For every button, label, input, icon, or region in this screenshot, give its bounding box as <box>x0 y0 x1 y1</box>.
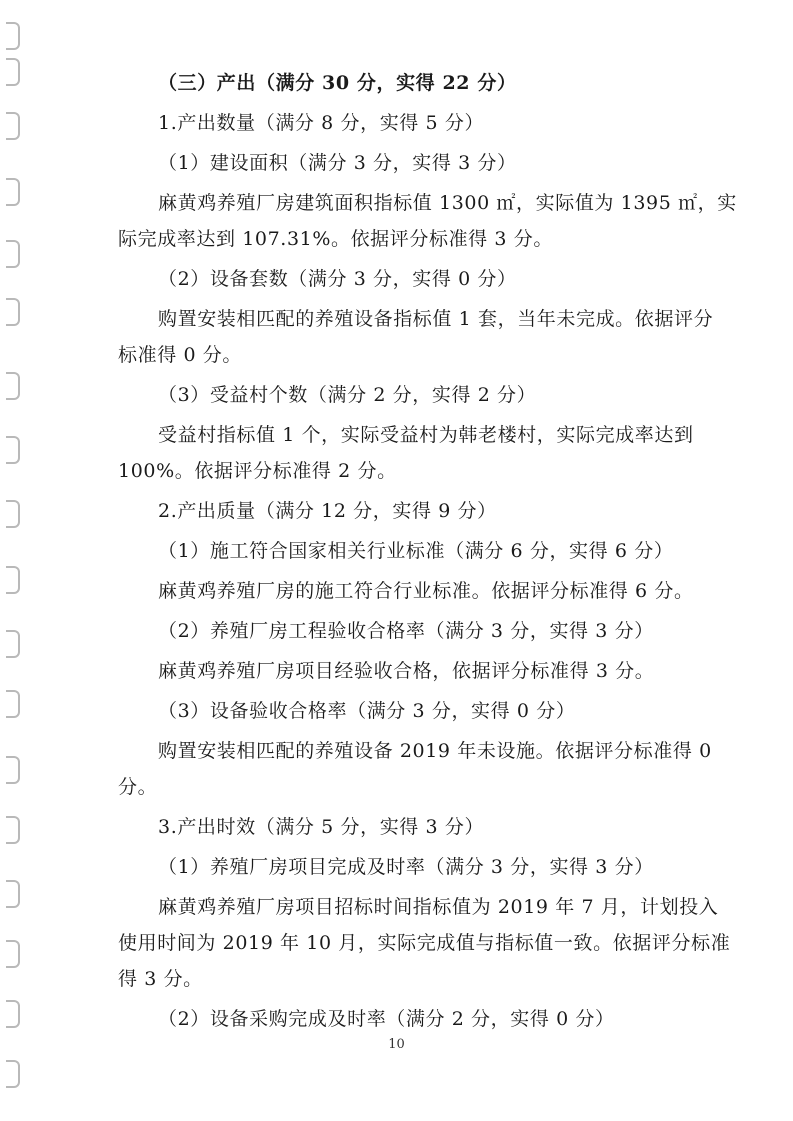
text-line: 受益村指标值 1 个，实际受益村为韩老楼村，实际完成率达到 <box>158 424 694 446</box>
document-body <box>118 66 737 1036</box>
binding-mark <box>6 690 20 718</box>
binding-mark <box>6 500 20 528</box>
binding-mark <box>6 240 20 268</box>
text-line: 际完成率达到 107.31%。依据评分标准得 3 分。 <box>118 228 553 250</box>
binding-mark <box>6 58 20 86</box>
text-line: 得 3 分。 <box>118 968 203 990</box>
text-line: （1）施工符合国家相关行业标准（满分 6 分，实得 6 分） <box>158 540 674 562</box>
binding-mark <box>6 880 20 908</box>
binding-mark <box>6 816 20 844</box>
text-line: 使用时间为 2019 年 10 月，实际完成值与指标值一致。依据评分标准 <box>118 932 731 954</box>
text-line: （1）养殖厂房项目完成及时率（满分 3 分，实得 3 分） <box>158 856 654 878</box>
binding-mark <box>6 298 20 326</box>
binding-mark <box>6 112 20 140</box>
text-line: （1）建设面积（满分 3 分，实得 3 分） <box>158 152 517 174</box>
text-line: 标准得 0 分。 <box>118 344 242 366</box>
binding-mark <box>6 1000 20 1028</box>
text-line: （2）养殖厂房工程验收合格率（满分 3 分，实得 3 分） <box>158 620 654 642</box>
text-line: （3）受益村个数（满分 2 分，实得 2 分） <box>158 384 537 406</box>
text-line: 购置安装相匹配的养殖设备指标值 1 套，当年未完成。依据评分 <box>158 308 714 330</box>
text-line: 购置安装相匹配的养殖设备 2019 年未设施。依据评分标准得 0 <box>158 740 712 762</box>
text-line: （3）设备验收合格率（满分 3 分，实得 0 分） <box>158 700 576 722</box>
text-line: 2.产出质量（满分 12 分，实得 9 分） <box>158 500 497 522</box>
binding-mark <box>6 566 20 594</box>
binding-mark <box>6 940 20 968</box>
binding-margin <box>0 0 26 1121</box>
text-line: 麻黄鸡养殖厂房项目经验收合格，依据评分标准得 3 分。 <box>158 660 655 682</box>
text-line: （2）设备采购完成及时率（满分 2 分，实得 0 分） <box>158 1008 615 1030</box>
text-line: 麻黄鸡养殖厂房建筑面积指标值 1300 ㎡，实际值为 1395 ㎡，实 <box>158 192 737 214</box>
text-line: （2）设备套数（满分 3 分，实得 0 分） <box>158 268 517 290</box>
binding-mark <box>6 178 20 206</box>
text-line: 3.产出时效（满分 5 分，实得 3 分） <box>158 816 485 838</box>
text-line: 100%。依据评分标准得 2 分。 <box>118 460 397 482</box>
page-number: 10 <box>388 1037 405 1052</box>
section-heading: （三）产出（满分 30 分，实得 22 分） <box>158 72 517 94</box>
text-line: 1.产出数量（满分 8 分，实得 5 分） <box>158 112 485 134</box>
binding-mark <box>6 436 20 464</box>
binding-mark <box>6 756 20 784</box>
text-line: 分。 <box>118 776 158 798</box>
binding-mark <box>6 1060 20 1088</box>
text-line: 麻黄鸡养殖厂房的施工符合行业标准。依据评分标准得 6 分。 <box>158 580 694 602</box>
binding-mark <box>6 630 20 658</box>
binding-mark <box>6 22 20 50</box>
text-line: 麻黄鸡养殖厂房项目招标时间指标值为 2019 年 7 月，计划投入 <box>158 896 719 918</box>
binding-mark <box>6 372 20 400</box>
